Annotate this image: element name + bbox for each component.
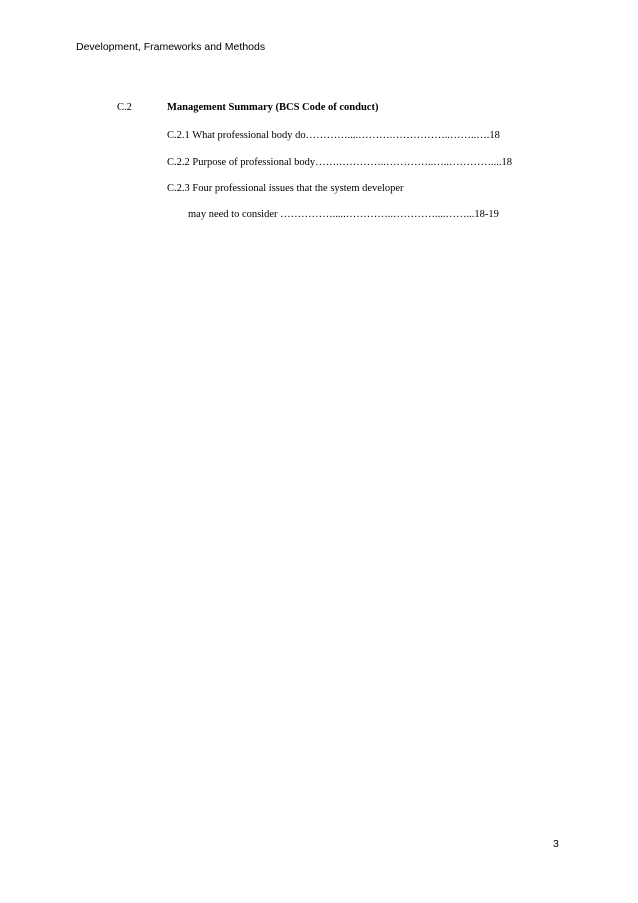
toc-entry-continuation: may need to consider …………….....…………..…………....……...18-19	[188, 209, 499, 220]
toc-entry: C.2.3 Four professional issues that the system developer	[167, 183, 404, 194]
toc-section-number: C.2	[117, 102, 132, 113]
running-header: Development, Frameworks and Methods	[76, 41, 266, 53]
toc-section-title: Management Summary (BCS Code of conduct)	[167, 102, 379, 113]
page-number: 3	[553, 838, 559, 850]
toc-entry: C.2.2 Purpose of professional body…….…………..…………..…..…………....18	[167, 157, 513, 168]
toc-entry: C.2.1 What professional body do…………....……….……………..……..….18	[167, 130, 500, 141]
